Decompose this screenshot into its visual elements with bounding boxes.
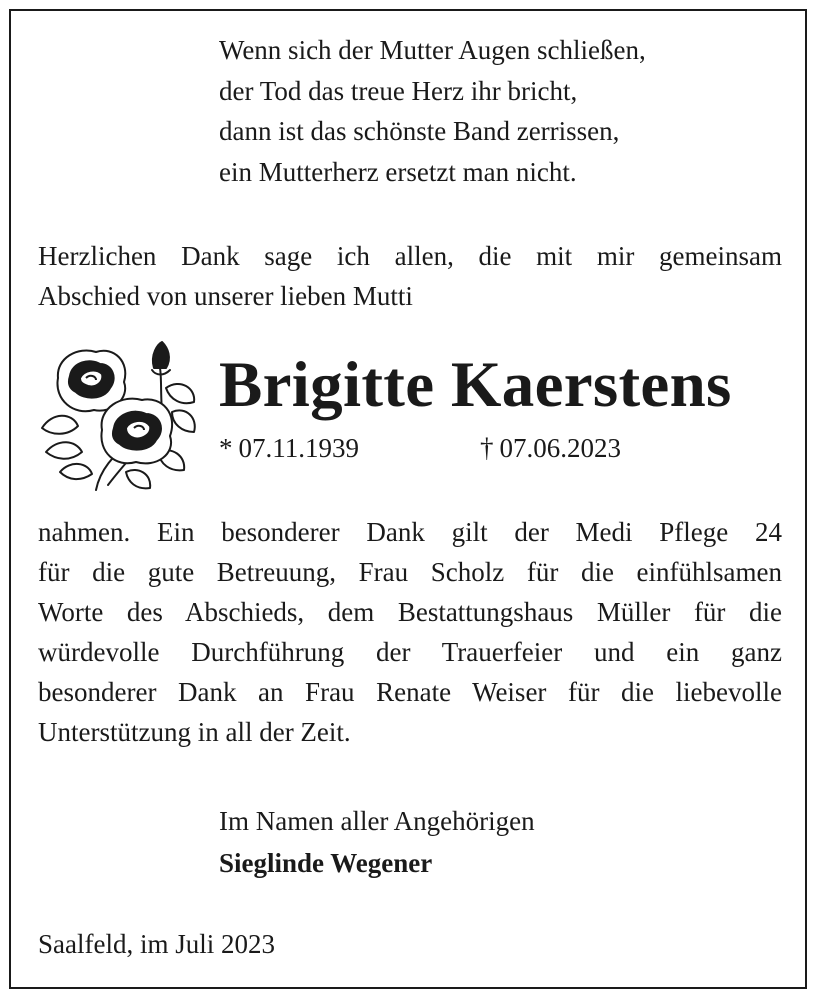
- thanks-line: nahmen. Ein besonderer Dank gilt der Medi Pflege 24: [38, 517, 782, 547]
- thanks-line: besonderer Dank an Frau Renate Weiser für die liebevolle: [38, 677, 782, 707]
- death-date: 07.06.2023: [499, 433, 621, 463]
- poem-line: der Tod das treue Herz ihr bricht,: [219, 75, 578, 106]
- place-date: Saalfeld, im Juli 2023: [38, 929, 275, 959]
- intro-line: Abschied von unserer lieben Mutti: [38, 281, 413, 311]
- poem: [219, 30, 646, 192]
- birth-date: 07.11.1939: [238, 433, 359, 463]
- birth-date-line: [219, 430, 359, 466]
- signer-name: Sieglinde Wegener: [219, 848, 433, 878]
- poem-line: ein Mutterherz ersetzt man nicht.: [219, 156, 577, 187]
- birth-symbol: *: [219, 433, 233, 463]
- thanks-line: Unterstützung in all der Zeit.: [38, 717, 351, 747]
- deceased-name: Brigitte Kaerstens: [219, 349, 732, 421]
- thanks-line: für die gute Betreuung, Frau Scholz für die einfühlsamen: [38, 557, 782, 587]
- death-date-line: [480, 430, 621, 466]
- poem-line: dann ist das schönste Band zerrissen,: [219, 116, 620, 146]
- poem-line: Wenn sich der Mutter Augen schließen,: [219, 35, 646, 65]
- signoff: [219, 800, 535, 884]
- thanks-paragraph: [38, 512, 782, 752]
- thanks-line: würdevolle Durchführung der Trauerfeier und ein ganz: [38, 637, 782, 667]
- thanks-line: Worte des Abschieds, dem Bestattungshaus Müller für die: [38, 597, 782, 627]
- intro-line: Herzlichen Dank sage ich allen, die mit mir gemeinsam: [38, 241, 782, 271]
- roses-icon: [38, 340, 198, 498]
- death-symbol: †: [480, 433, 494, 463]
- signoff-intro: Im Namen aller Angehörigen: [219, 806, 535, 836]
- intro-paragraph: [38, 236, 782, 316]
